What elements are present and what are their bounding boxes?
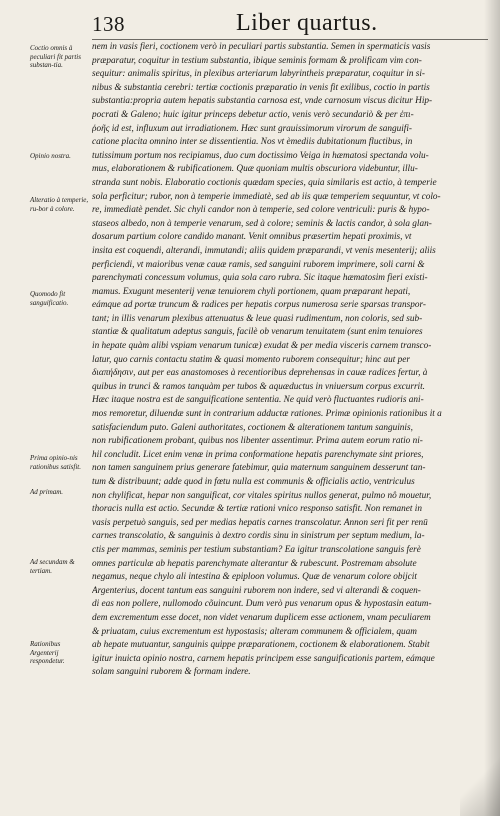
text-line: di eas non pollere, nullomodo cõuincunt. Dum verò pus venarum opus & hypostasin eatum- <box>92 599 432 610</box>
text-line: tutissimum portum nos recipiamus, duo cum doctissimo Veiga in hæmatosi spectanda volu- <box>92 150 429 161</box>
text-line: nibus & substantia cerebri: tertiæ coctionis præparatio in venis fit exilibus, coctio in partis <box>92 82 430 93</box>
text-line: hil concludit. Licet enim venæ in prima conformatione hepatis parenchymate sint priores, <box>92 449 424 460</box>
text-line: ctis per mammas, seminis per testium substantiam? Ea igitur transcolatione sanguis ferè <box>92 544 421 555</box>
text-line: parenchymati concessum volumus, quia sola caro rubra. Sic itaque hæmatosim fieri existi- <box>92 273 428 284</box>
text-line: ῥοῆς id est, influxum aut irradiationem. Hæc sunt grauissimorum virorum de sanguifi- <box>92 123 413 134</box>
margin-notes <box>0 0 92 816</box>
text-line: dem excrementum esse docet, non videt venarum duplicem esse actionem, vnam peculiarem <box>92 612 431 623</box>
margin-note: Ad secundam & tertiam. <box>30 558 75 575</box>
header-rule <box>92 39 488 40</box>
margin-note: Opinio nostra. <box>30 152 71 160</box>
text-line: Hæc itaque nostra est de sanguificatione sententia. Ne quid verò fluctuantes rudioris ani- <box>92 395 424 406</box>
text-line: mos remoretur, diluendæ sunt in contrarium adductæ rationes. Primæ opinionis rationibus it a <box>92 409 442 420</box>
text-line: staseos albedo, non à temperie venarum, sed à colore; seminis & lactis candor, à sola glan- <box>92 218 432 229</box>
text-line: omnes particulæ ab hepatis parenchymate alterantur & rubescunt. Postremam absolute <box>92 558 417 569</box>
text-line: sequitur: animalis spiritus, in plexibus arteriarum labyrintheis præparatur, coquitur in si- <box>92 69 426 80</box>
text-line: satisfaciendum puto. Galeni authoritates, coctionem & alterationem tantum sanguinis, <box>92 422 413 433</box>
text-line: carnes transcolatio, & sanguinis à dextro cordis sinu in sinistrum per septum medium, la- <box>92 531 425 542</box>
page-edge-shadow <box>484 0 500 816</box>
text-line: sola perficitur; rubor, non à temperie immediatè, sed ab iis quæ temperiem sequuntur, vt colo- <box>92 191 441 202</box>
margin-note: Prima opinio-nis rationibus satisfit. <box>30 454 81 471</box>
text-line: pocrati & Galeno; huic igitur princeps debetur actio, venis verò secundariò & per ἐπι- <box>92 109 414 120</box>
text-line: non tamen sanguinem prius generare fatebimur, quia maternum sanguinem desserunt tan- <box>92 463 426 474</box>
text-line: quibus in trunci & ramos tanquàm per tubos & aquæductus in vniuersum corpus excurrit. <box>92 381 425 392</box>
text-line: insita est coquendi, alterandi, immutandi; aliis quidem præparandi, vt venis mesenterij; aliis <box>92 245 436 256</box>
text-line: solam sanguini ruborem & formam indere. <box>92 667 251 678</box>
text-line: thoracis nulla est actio. Secundæ & tertiæ rationi vnico responso satisfit. Non remanet in <box>92 504 422 515</box>
text-line: dosarum partium colore candido manant. Venit omnibus præsertim hepati proximis, vt <box>92 232 412 243</box>
text-line: vasis perpetuò sanguis, sed per medias hepatis carnes transcolatur. Annon seri fit per renū <box>92 517 428 528</box>
text-line: latur, quo carnis contactu statim & quasi momento ruborem consequitur; hinc aut per <box>92 354 410 365</box>
text-line: præparatur, coquitur in testium substantia, ibique seminis formam & prolificam vim con- <box>92 55 422 66</box>
margin-note: Quomodo fit sanguificatio. <box>30 290 69 307</box>
text-line: non rubificationem probant, quibus nos libenter assentimur. Prima autem eorum ratio ni- <box>92 436 423 447</box>
text-line: nem in vasis fieri, coctionem verò in peculiari partis substantia. Semen in spermaticis vasis <box>92 42 431 52</box>
text-line: igitur inuicta opinio nostra, carnem hepatis principem esse sanguificationis partem, eámque <box>92 653 435 664</box>
text-line: stantiæ & qualitatum adeptus sanguis, facilè ob venarum tenuitatem (sunt enim tenuiores <box>92 327 423 338</box>
text-line: mus, elaborationem & rubificationem. Quæ quoniam multis obscuriora videbuntur, illu- <box>92 164 418 175</box>
page-number: 138 <box>92 12 125 36</box>
text-line: tum & distribuunt; adde quod in fœtu nulla est communis & officialis actio, ventriculus <box>92 477 415 487</box>
text-line: & priuatam, cuius excrementum est hypostasis; alteram communem & officialem, quam <box>92 626 417 637</box>
text-line: in hepate quàm alibi vspiam venarum tunicæ) exudat & per media visceris carnem transco- <box>92 341 432 352</box>
page-corner-shadow <box>460 756 500 816</box>
margin-note: Coctio omnis à peculiari fit partis substan-tia. <box>30 44 81 69</box>
text-line: eámque ad portæ truncum & radices per hepatis corpus numerosa serie sparsas transpor- <box>92 300 427 311</box>
text-line: διαπήδησιν, aut per eas anastomoses à recentioribus deprehensas in cauæ radices fertur, à <box>92 368 428 379</box>
text-line: substantia:propria autem hepatis substantia carnosa est, vnde carnosum viscus dicitur Hip- <box>92 96 433 107</box>
text-line: stranda sunt nobis. Elaboratio coctionis quædam species, quia similaris est actio, à temperie <box>92 177 437 188</box>
text-line: ab hepate mutuantur, sanguinis quippe præparationem, coctionem & elaborationem. Stabit <box>92 640 430 651</box>
running-head: Liber quartus. <box>236 10 378 36</box>
margin-note: Rationibus Argenterij respondetur. <box>30 640 65 665</box>
body-text <box>92 41 490 680</box>
text-line: non chylificat, hepar non sanguificat, cor vitales spiritus nullos generat, pulmo nô mouetur, <box>92 490 432 501</box>
text-line: negamus, neque chylo ali intestina & epiploon volumus. Quæ de venarum colore obijcit <box>92 572 417 583</box>
text-line: catione placita omnino inter se dissentientia. Nos vt èmediis dubitationum fluctibus, in <box>92 137 413 148</box>
text-line: mamus. Exugunt mesenterij venæ tenuiorem chyli portionem, quam præparant hepati, <box>92 286 411 297</box>
text-line: perficiendi, vt maioribus venæ cauæ ramis, sed sanguini ruborem imprimere, soli carni & <box>92 259 425 270</box>
text-line: re, immediatè pendet. Sic chyli candor non à temperie, sed colore ventriculi: puris & hypo- <box>92 205 430 216</box>
text-line: Argenterius, docent tantum eas sanguini ruborem non indere, sed vi alterandi & coquen- <box>92 585 421 596</box>
text-line: tant; in illis venarum plexibus attenuatus & leue quasi rudimentum, non coloris, sed sub- <box>92 313 423 324</box>
margin-note: Ad primam. <box>30 488 64 496</box>
margin-note: Alteratio à temperie, ru-bor à colore. <box>30 196 89 213</box>
